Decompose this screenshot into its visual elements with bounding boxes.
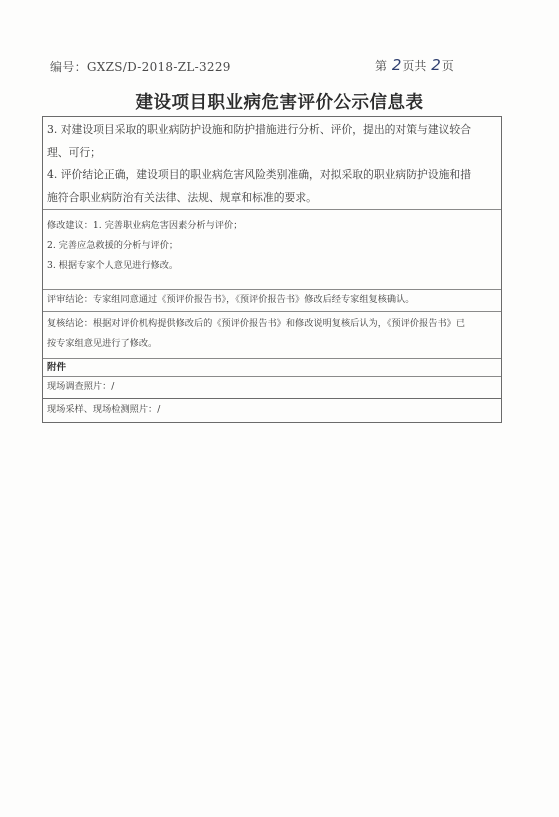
page-total: 2 bbox=[431, 56, 441, 74]
review-conclusion-text: 评审结论：专家组同意通过《预评价报告书》，《预评价报告书》修改后经专家组复核确认。 bbox=[47, 294, 415, 305]
page-indicator bbox=[375, 56, 454, 74]
site-photos-text: 现场调查照片：/ bbox=[47, 381, 115, 392]
info-table bbox=[42, 116, 502, 423]
conclusion-line: 4. 评价结论正确，建设项目的职业病危害风险类别准确，对拟采取的职业病防护设施和措 bbox=[47, 168, 472, 181]
suggestion-line: 2. 完善应急救援的分析与评价； bbox=[47, 240, 179, 251]
recheck-line: 复核结论：根据对评价机构提供修改后的《预评价报告书》和修改说明复核后认为，《预评价报告书》已 bbox=[47, 318, 466, 329]
document-number: 编号：GXZS/D-2018-ZL-3229 bbox=[50, 60, 231, 74]
suggestion-line: 修改建议：1. 完善职业病危害因素分析与评价； bbox=[47, 220, 243, 231]
attachment-header-row bbox=[43, 358, 501, 376]
page-middle: 页共 bbox=[402, 59, 427, 73]
page-current: 2 bbox=[391, 56, 402, 74]
form-title: 建设项目职业病危害评价公示信息表 bbox=[135, 93, 424, 113]
conclusion-line: 施符合职业病防治有关法律、法规、规章和标准的要求。 bbox=[47, 190, 317, 204]
page-prefix: 第 bbox=[375, 59, 388, 73]
site-photos-row bbox=[43, 376, 501, 398]
page-suffix: 页 bbox=[441, 59, 454, 73]
sampling-photos-row bbox=[43, 398, 501, 422]
suggestion-line: 3. 根据专家个人意见进行修改。 bbox=[47, 260, 179, 271]
conclusion-line: 3. 对建设项目采取的职业病防护设施和防护措施进行分析、评价，提出的对策与建议较合 bbox=[47, 123, 472, 136]
attachment-label: 附件 bbox=[47, 362, 67, 373]
review-conclusion-row bbox=[43, 289, 501, 311]
recheck-conclusion-row bbox=[43, 311, 501, 358]
evaluation-conclusions-row bbox=[43, 117, 501, 209]
sampling-photos-text: 现场采样、现场检测照片：/ bbox=[47, 404, 161, 415]
recheck-line: 按专家组意见进行了修改。 bbox=[47, 338, 158, 349]
revision-suggestions-row bbox=[43, 209, 501, 289]
conclusion-line: 理、可行； bbox=[47, 145, 101, 159]
